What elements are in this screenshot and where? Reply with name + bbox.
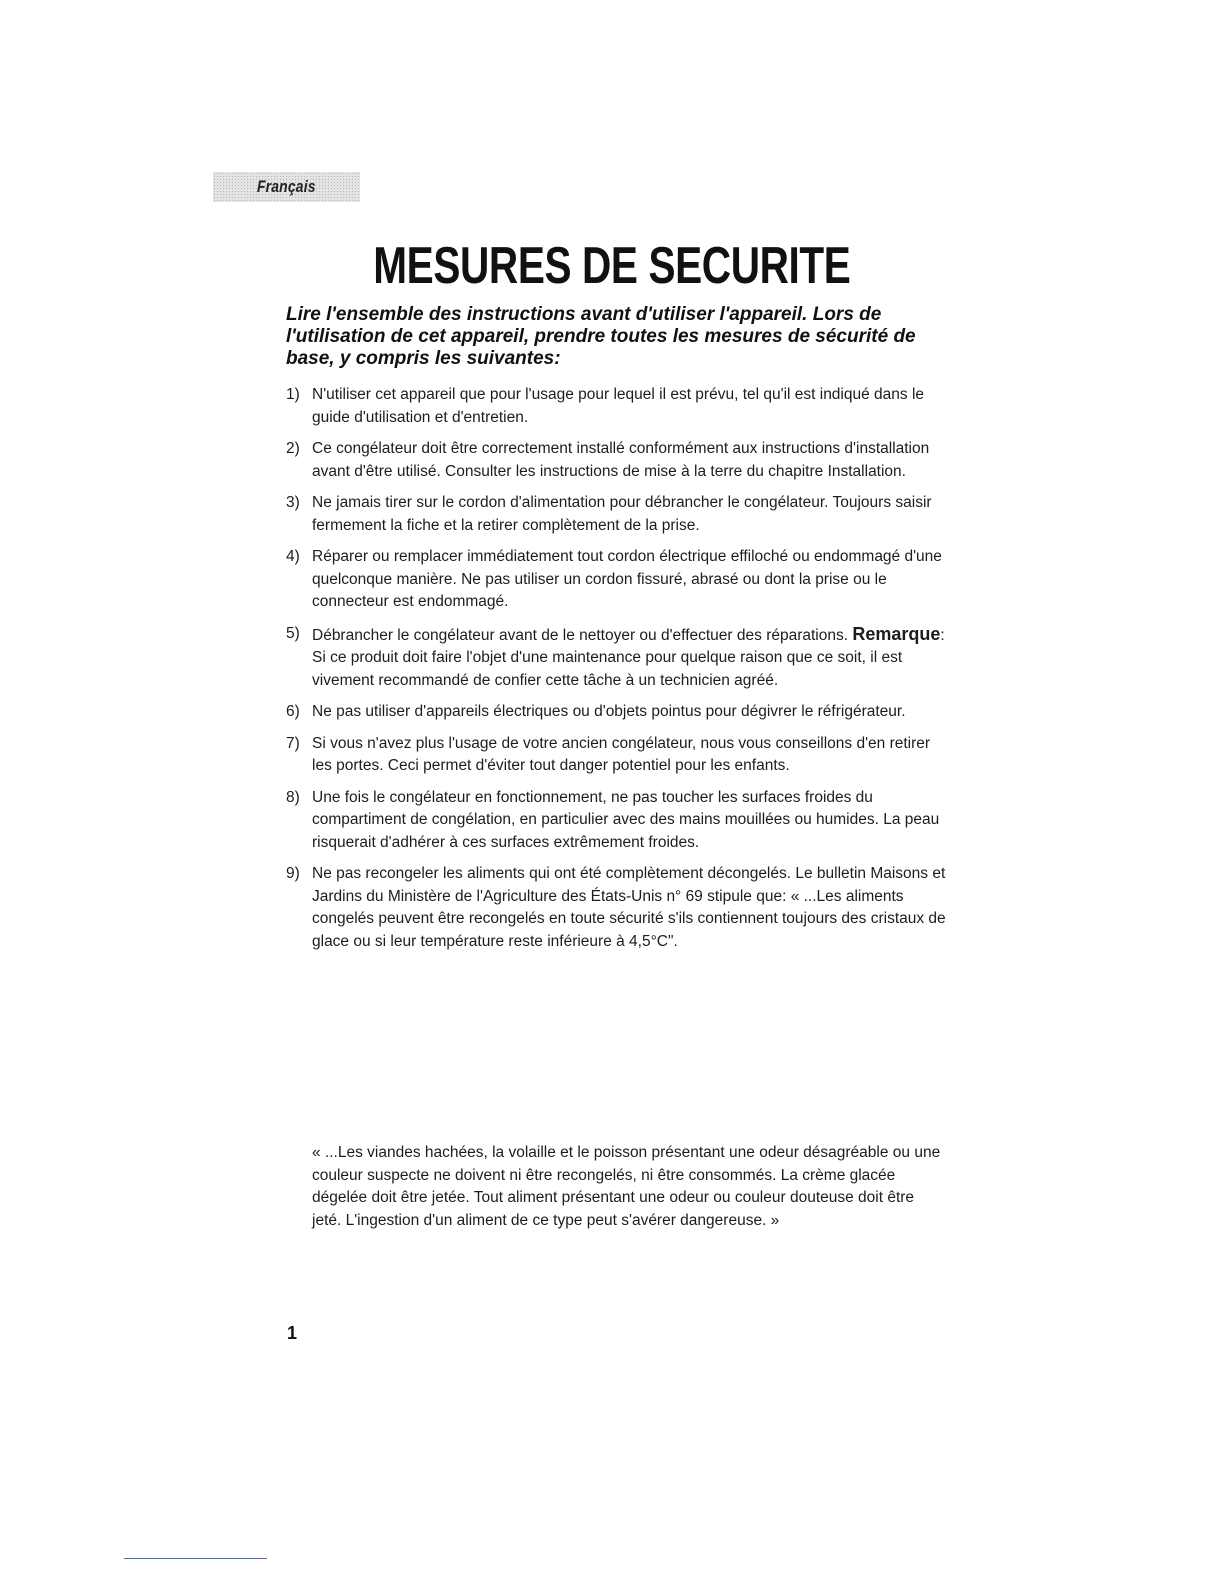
item-number: 8)	[286, 788, 300, 806]
item-text: Si vous n'avez plus l'usage de votre ancien congélateur, nous vous conseillons d'en retirer les portes. Ceci permet d'éviter tout danger potentiel pour les enfants.	[312, 734, 931, 774]
item-text-before: Débrancher le congélateur avant de le nettoyer ou d'effectuer des réparations.	[312, 626, 853, 644]
item-number: 9)	[286, 865, 300, 882]
list-item	[286, 492, 946, 537]
list-item	[286, 787, 946, 855]
remarque-label: Remarque	[852, 623, 941, 644]
item-number: 6)	[286, 703, 300, 720]
bottom-rule	[124, 1558, 267, 1559]
item-text: Ne pas recongeler les aliments qui ont été complètement décongelés. Le bulletin Maisons et Jardins du Ministère de l'Agriculture des États-Unis n° 69 stipule que: « ...Les aliments congelés peuvent être recongelés en toute sécurité s'ils contiennent toujours des cristaux de glace ou si leur température reste inférieure à 4,5°C".	[312, 865, 946, 950]
item-text: Ce congélateur doit être correctement installé conformément aux instructions d'installation avant d'être utilisé. Consulter les instructions de mise à la terre du chapitre Installation.	[312, 440, 930, 480]
item-number: 4)	[286, 548, 300, 565]
list-item	[286, 384, 946, 429]
list-item	[286, 438, 946, 483]
item-text-after: : Si ce produit doit faire l'objet d'une maintenance pour quelque raison que ce soit, il est vivement recommandé de confier cette tâche à un technicien agréé.	[312, 626, 945, 689]
item-number: 5)	[286, 624, 300, 642]
page-number: 1	[287, 1323, 298, 1343]
list-item	[286, 623, 946, 693]
item-number: 7)	[286, 734, 300, 752]
quote-paragraph: « ...Les viandes hachées, la volaille et le poisson présentant une odeur désagréable ou une couleur suspecte ne doivent ni être recongelés, ni être consommés. La crème glacée dégelée doit être jetée. Tout aliment présentant une odeur ou couleur douteuse doit être jeté. L'ingestion d'un aliment de ce type peut s'avérer dangereuse. »	[312, 1144, 941, 1229]
list-item	[286, 863, 946, 953]
language-tab	[213, 172, 360, 202]
item-text: Réparer ou remplacer immédiatement tout cordon électrique effiloché ou endommagé d'une quelconque manière. Ne pas utiliser un cordon fissuré, abrasé ou dont la prise ou le connecteur est endommagé.	[312, 548, 942, 610]
intro-text: Lire l'ensemble des instructions avant d'utiliser l'appareil. Lors de l'utilisation de cet appareil, prendre toutes les mesures de sécurité de base, y compris les suivantes:	[286, 304, 916, 369]
list-item	[286, 701, 946, 724]
item-text: N'utiliser cet appareil que pour l'usage pour lequel il est prévu, tel qu'il est indiqué dans le guide d'utilisation et d'entretien.	[312, 386, 925, 426]
page-title	[0, 236, 1224, 296]
item-text: Ne pas utiliser d'appareils électriques ou d'objets pointus pour dégivrer le réfrigérateur.	[312, 703, 906, 720]
language-tab-label: Français	[257, 177, 316, 196]
page-title-text: MESURES DE SECURITE	[373, 237, 851, 295]
item-text: Une fois le congélateur en fonctionnement, ne pas toucher les surfaces froides du compartiment de congélation, en particulier avec des mains mouillées ou humides. La peau risquerait d'adhérer à ces surfaces extrêmement froides.	[312, 788, 940, 851]
list-item	[286, 733, 946, 778]
item-text	[312, 623, 946, 693]
item-number: 3)	[286, 494, 300, 511]
safety-list	[286, 384, 946, 962]
list-item	[286, 546, 946, 614]
item-number: 1)	[286, 386, 300, 403]
item-text: Ne jamais tirer sur le cordon d'alimentation pour débrancher le congélateur. Toujours saisir fermement la fiche et la retirer complètement de la prise.	[312, 494, 932, 534]
item-number: 2)	[286, 440, 300, 457]
